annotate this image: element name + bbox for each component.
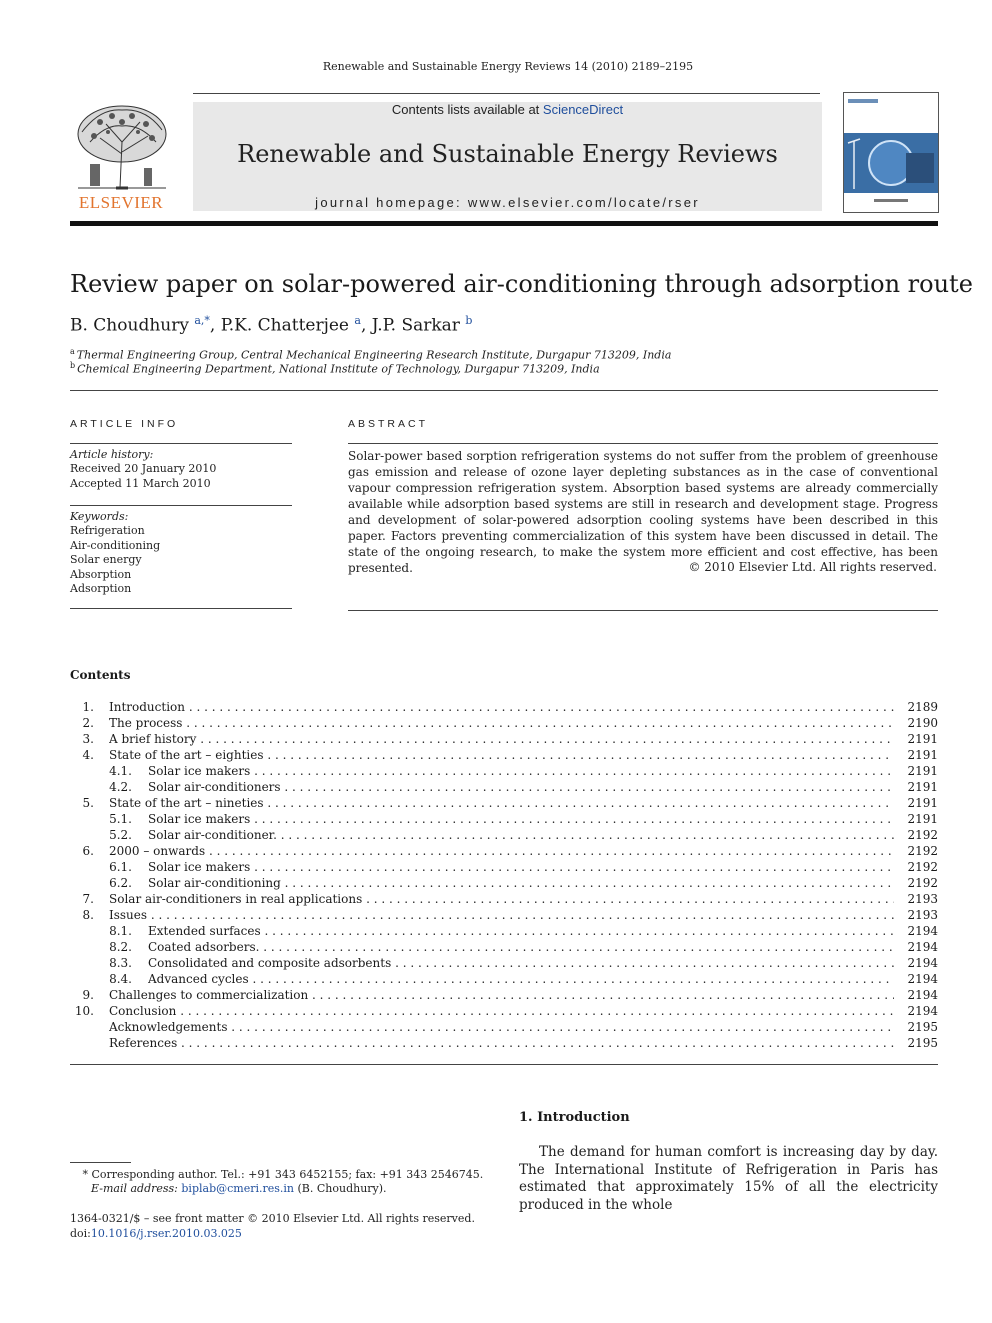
article-history — [70, 448, 292, 491]
toc-page-number: 2191 — [907, 780, 938, 794]
toc-number: 6.1. — [109, 860, 132, 874]
article-title: Review paper on solar-powered air-conditioning through adsorption route — [70, 270, 973, 298]
toc-entry[interactable] — [70, 1019, 938, 1035]
toc-page-number: 2192 — [907, 828, 938, 842]
article-info-divider — [70, 608, 292, 609]
toc-entry[interactable] — [70, 875, 938, 891]
toc-title[interactable]: Solar air-conditioner. . . . — [148, 827, 894, 843]
abstract-divider — [348, 610, 938, 611]
toc-entry[interactable] — [70, 891, 938, 907]
journal-cover-image — [843, 92, 939, 213]
journal-homepage[interactable]: journal homepage: www.elsevier.com/locate/rser — [315, 195, 700, 210]
footnote-divider — [70, 1162, 131, 1163]
toc-entry[interactable] — [70, 955, 938, 971]
toc-title[interactable]: State of the art – nineties . . . — [109, 795, 894, 811]
toc-number: 5. — [82, 796, 94, 810]
toc-number: 7. — [82, 892, 94, 906]
email-link[interactable]: biplab@cmeri.res.in — [181, 1182, 294, 1195]
toc-title[interactable]: Consolidated and composite adsorbents . . . — [148, 955, 894, 971]
toc-entry[interactable] — [70, 907, 938, 923]
article-info-divider — [70, 443, 292, 444]
toc-entry[interactable] — [70, 747, 938, 763]
toc-number: 6.2. — [109, 876, 132, 890]
toc-title[interactable]: Acknowledgements . . . — [109, 1019, 894, 1035]
keyword: Solar energy — [70, 553, 142, 567]
author-name: P.K. Chatterjee — [220, 315, 349, 336]
toc-title[interactable]: Advanced cycles . . . — [148, 971, 894, 987]
doi-link[interactable]: 10.1016/j.rser.2010.03.025 — [90, 1227, 242, 1240]
author-affiliation-mark[interactable]: a — [354, 314, 361, 327]
abstract-divider — [348, 443, 938, 444]
article-info-divider — [70, 505, 292, 506]
toc-number: 8.1. — [109, 924, 132, 938]
keywords-label: Keywords: — [70, 510, 129, 523]
journal-reference: Renewable and Sustainable Energy Reviews 14 (2010) 2189–2195 — [322, 60, 694, 73]
toc-number: 5.2. — [109, 828, 132, 842]
email-owner: (B. Choudhury). — [297, 1182, 387, 1195]
author-name: B. Choudhury — [70, 315, 189, 336]
affiliation — [70, 347, 671, 362]
corresponding-text: Corresponding author. Tel.: +91 343 6452155; fax: +91 343 2546745. — [91, 1168, 484, 1181]
toc-page-number: 2191 — [907, 748, 938, 762]
toc-number: 3. — [82, 732, 94, 746]
toc-number: 6. — [82, 844, 94, 858]
toc-page-number: 2191 — [907, 764, 938, 778]
toc-page-number: 2190 — [907, 716, 938, 730]
author-affiliation-mark[interactable]: b — [465, 314, 473, 327]
toc-page-number: 2189 — [907, 700, 938, 714]
keyword: Air-conditioning — [70, 538, 161, 552]
toc-page-number: 2193 — [907, 908, 938, 922]
toc-entry[interactable] — [70, 795, 938, 811]
toc-number: 8.3. — [109, 956, 132, 970]
introduction-body: The demand for human comfort is increasing day by day. The International Institute of Refrigeration in Paris has estimated that approximately 15% of all the electricity produced in the whole — [519, 1144, 938, 1213]
toc-number: 5.1. — [109, 812, 132, 826]
toc-entry[interactable] — [70, 731, 938, 747]
toc-entry[interactable] — [70, 699, 938, 715]
toc-entry[interactable] — [70, 811, 938, 827]
footnote-mark: * — [82, 1168, 88, 1181]
toc-title[interactable]: Extended surfaces . . . — [148, 923, 894, 939]
accepted-date: Accepted 11 March 2010 — [70, 476, 211, 490]
toc-number: 2. — [82, 716, 94, 730]
toc-number: 8.4. — [109, 972, 132, 986]
toc-title[interactable]: Conclusion . . . — [109, 1003, 894, 1019]
toc-page-number: 2192 — [907, 844, 938, 858]
toc-title[interactable]: Solar air-conditioners in real applications . . . — [109, 891, 894, 907]
contents-heading: Contents — [70, 668, 131, 682]
toc-entry[interactable] — [70, 779, 938, 795]
toc-title[interactable]: Introduction . . . — [109, 699, 894, 715]
toc-page-number: 2191 — [907, 812, 938, 826]
keyword: Adsorption — [70, 582, 132, 596]
toc-entry[interactable] — [70, 987, 938, 1003]
contents-prefix: Contents lists available at — [391, 102, 543, 117]
author-name: J.P. Sarkar — [371, 315, 460, 336]
author-affiliation-mark[interactable]: a,* — [194, 314, 210, 327]
keyword: Refrigeration — [70, 524, 145, 538]
toc-page-number: 2191 — [907, 732, 938, 746]
affiliation-mark: a — [70, 347, 75, 356]
header-divider — [193, 93, 820, 94]
article-info-heading: ARTICLE INFO — [70, 418, 179, 430]
toc-entry[interactable] — [70, 843, 938, 859]
section-divider — [70, 390, 938, 391]
toc-entry[interactable] — [70, 1003, 938, 1019]
toc-number: 4.1. — [109, 764, 132, 778]
header-thick-rule — [70, 221, 938, 226]
keywords — [70, 510, 292, 596]
toc-title[interactable]: Solar air-conditioners . . . — [148, 779, 894, 795]
doi-label: doi: — [70, 1227, 91, 1240]
table-of-contents — [70, 699, 938, 1051]
toc-number: 9. — [82, 988, 94, 1002]
toc-page-number: 2192 — [907, 876, 938, 890]
toc-entry[interactable] — [70, 1035, 938, 1051]
toc-title[interactable]: Solar ice makers . . . — [148, 811, 894, 827]
toc-entry[interactable] — [70, 859, 938, 875]
toc-entry[interactable] — [70, 763, 938, 779]
toc-title[interactable]: Solar ice makers . . . — [148, 763, 894, 779]
toc-number: 8.2. — [109, 940, 132, 954]
toc-title[interactable]: Issues . . . — [109, 907, 894, 923]
toc-page-number: 2193 — [907, 892, 938, 906]
journal-title: Renewable and Sustainable Energy Reviews — [237, 140, 778, 168]
toc-page-number: 2194 — [907, 924, 938, 938]
toc-number: 4. — [82, 748, 94, 762]
toc-title[interactable]: Solar ice makers . . . — [148, 859, 894, 875]
received-date: Received 20 January 2010 — [70, 462, 217, 476]
toc-title[interactable]: State of the art – eighties . . . — [109, 747, 894, 763]
abstract-body: Solar-power based sorption refrigeration systems do not suffer from the problem of greenhouse gas emission and release of ozone layer depleting substances as in the case of conventional vapour compression refrigeration system. Absorption based systems are already commercially available while adsorption based systems are still in research and development stage. Progress and development of solar-powered adsorption cooling systems have been described in this paper. Factors preventing commercialization of this system have been discussed in detail. The state of the ongoing research, to make the system more efficient and cost effective, has been presented. — [348, 449, 938, 575]
abstract-copyright: © 2010 Elsevier Ltd. All rights reserved. — [688, 560, 937, 574]
toc-title[interactable]: Coated adsorbers. . . . — [148, 939, 894, 955]
toc-number: 4.2. — [109, 780, 132, 794]
email-note — [91, 1182, 387, 1195]
toc-title[interactable]: References . . . — [109, 1035, 894, 1051]
corresponding-author-note — [70, 1168, 483, 1181]
toc-title[interactable]: A brief history . . . — [109, 731, 894, 747]
toc-title[interactable]: Challenges to commercialization . . . — [109, 987, 894, 1003]
toc-page-number: 2194 — [907, 988, 938, 1002]
toc-page-number: 2194 — [907, 956, 938, 970]
toc-page-number: 2192 — [907, 860, 938, 874]
toc-number: 10. — [74, 1004, 94, 1018]
toc-entry[interactable] — [70, 923, 938, 939]
toc-page-number: 2194 — [907, 972, 938, 986]
introduction-heading: 1. Introduction — [519, 1110, 630, 1125]
keyword: Absorption — [70, 567, 132, 581]
toc-number: 8. — [82, 908, 94, 922]
affiliation — [70, 361, 600, 376]
affiliation-mark: b — [70, 361, 76, 370]
publisher-wordmark: ELSEVIER — [78, 193, 164, 212]
toc-page-number: 2195 — [907, 1020, 938, 1034]
email-label: E-mail address: — [91, 1182, 178, 1195]
history-label: Article history: — [70, 448, 154, 461]
toc-entry[interactable] — [70, 971, 938, 987]
toc-title[interactable]: The process . . . — [109, 715, 894, 731]
contents-divider — [70, 1064, 938, 1065]
toc-page-number: 2191 — [907, 796, 938, 810]
issn-line: 1364-0321/$ – see front matter © 2010 Elsevier Ltd. All rights reserved. — [70, 1212, 475, 1225]
toc-entry[interactable] — [70, 715, 938, 731]
affiliation-text: Thermal Engineering Group, Central Mechanical Engineering Research Institute, Durgapur 713209, India — [76, 348, 672, 362]
toc-entry[interactable] — [70, 939, 938, 955]
toc-number: 1. — [82, 700, 94, 714]
contents-availability — [193, 102, 822, 117]
toc-page-number: 2194 — [907, 1004, 938, 1018]
toc-page-number: 2194 — [907, 940, 938, 954]
toc-title[interactable]: Solar air-conditioning . . . — [148, 875, 894, 891]
author-list: B. Choudhury $^{a,*}$, P.K. Chatterjee $^a$, J.P. Sarkar $^b$ — [70, 314, 473, 336]
affiliation-text: Chemical Engineering Department, National Institute of Technology, Durgapur 713209, India — [77, 362, 600, 376]
toc-entry[interactable] — [70, 827, 938, 843]
doi-line — [70, 1227, 242, 1240]
abstract-heading: ABSTRACT — [348, 418, 429, 430]
toc-page-number: 2195 — [907, 1036, 938, 1050]
toc-title[interactable]: 2000 – onwards . . . — [109, 843, 894, 859]
sciencedirect-link[interactable]: ScienceDirect — [542, 102, 624, 117]
